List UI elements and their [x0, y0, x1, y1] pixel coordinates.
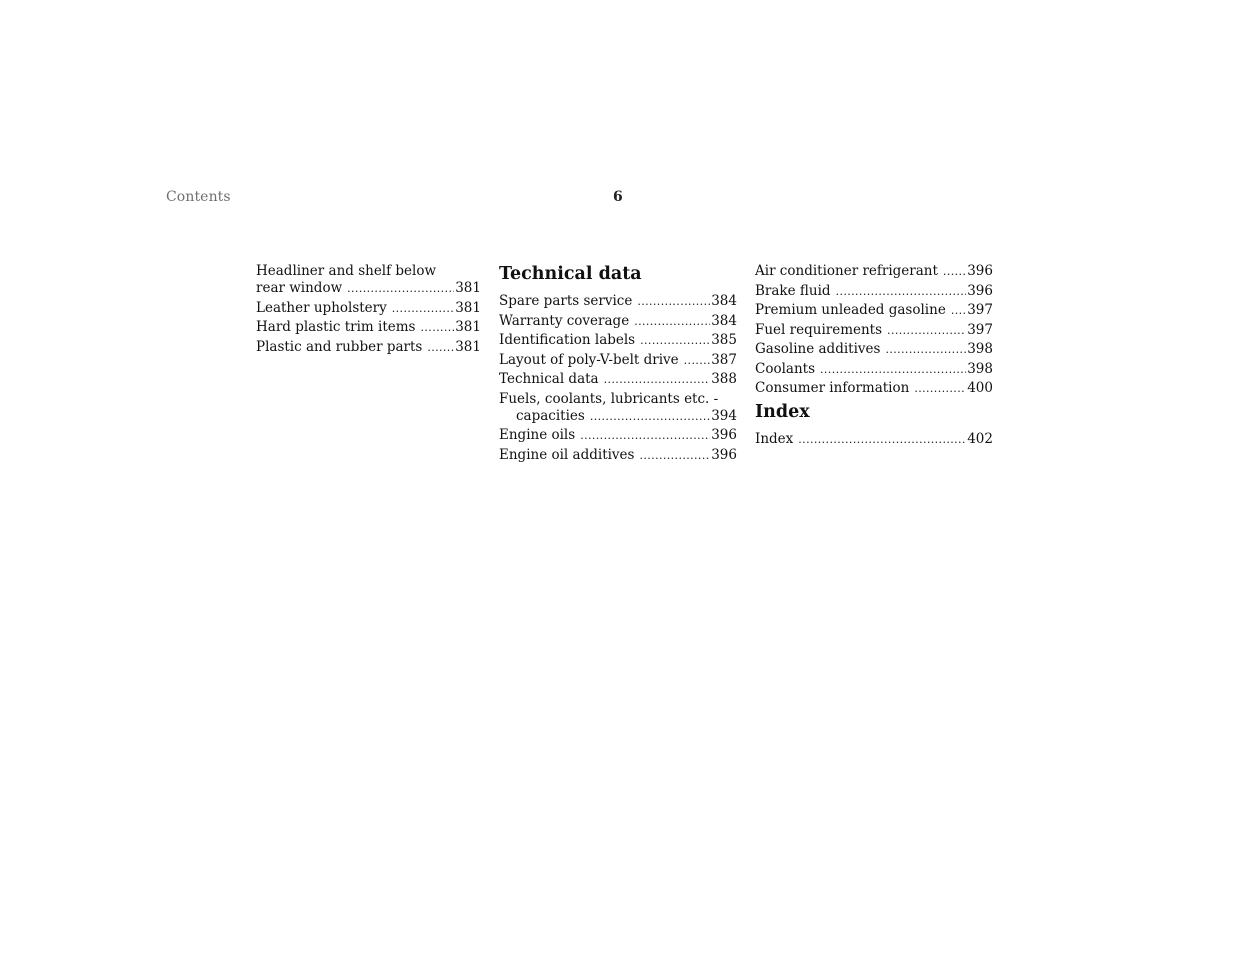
- dot-leader: [639, 447, 710, 464]
- toc-entry[interactable]: [256, 339, 481, 356]
- toc-entry-text: Brake fluid: [755, 282, 831, 299]
- toc-entry[interactable]: [499, 332, 737, 349]
- toc-entry[interactable]: [499, 313, 737, 330]
- toc-entry-page: 388: [711, 371, 737, 387]
- dot-leader: [836, 283, 967, 300]
- toc-entry-text: rear window: [256, 280, 343, 296]
- dot-leader: [580, 427, 710, 444]
- running-head: Contents: [166, 189, 231, 205]
- dot-leader: [427, 339, 454, 356]
- toc-entry-text: capacities: [516, 407, 585, 424]
- toc-entry-text: Index: [755, 431, 794, 447]
- toc-column-1: [256, 263, 481, 358]
- toc-column-3: [755, 263, 993, 451]
- toc-entry[interactable]: [256, 300, 481, 317]
- toc-entry[interactable]: [499, 427, 737, 444]
- toc-entry-page: 400: [967, 380, 993, 396]
- dot-leader: [392, 300, 454, 317]
- toc-entry-text: Fuel requirements: [755, 321, 883, 338]
- dot-leader: [798, 431, 966, 448]
- toc-entry-page: 381: [455, 319, 481, 335]
- dot-leader: [943, 263, 966, 280]
- dot-leader: [684, 352, 711, 369]
- toc-entry-text: Warranty coverage: [499, 312, 630, 329]
- dot-leader: [820, 361, 966, 378]
- toc-entry-page: 385: [711, 332, 737, 348]
- toc-entry-text: Layout of poly-V-belt drive: [499, 351, 679, 368]
- toc-entry-page: 384: [711, 293, 737, 309]
- toc-entry-page: 396: [967, 263, 993, 279]
- toc-entry-page: 381: [455, 299, 481, 316]
- toc-entry[interactable]: [755, 341, 993, 358]
- section-title-technical-data: Technical data: [499, 264, 642, 284]
- toc-entry-page: 396: [711, 446, 737, 463]
- toc-entry-text: Air conditioner refrigerant: [755, 263, 938, 279]
- toc-entry-page: 398: [967, 341, 993, 357]
- section-title-index: Index: [755, 402, 810, 422]
- toc-entry[interactable]: [755, 322, 993, 339]
- toc-entry-text: Gasoline additives: [755, 341, 881, 357]
- toc-entry-page: 381: [455, 280, 481, 296]
- dot-leader: [640, 332, 710, 349]
- toc-entry-text: Identification labels: [499, 332, 636, 348]
- toc-entry[interactable]: [755, 380, 993, 397]
- toc-entry[interactable]: [755, 431, 993, 448]
- toc-entry-text: Leather upholstery: [256, 299, 387, 316]
- dot-leader: [887, 322, 966, 339]
- toc-entry-page: 396: [711, 427, 737, 443]
- toc-entry[interactable]: [499, 352, 737, 369]
- dot-leader: [914, 380, 966, 397]
- toc-entry-text: Engine oil additives: [499, 446, 635, 463]
- toc-entry-text: Hard plastic trim items: [256, 319, 416, 335]
- toc-entry-page: 397: [967, 302, 993, 318]
- toc-entry-text: Technical data: [499, 371, 599, 387]
- toc-entry-text: Coolants: [755, 360, 815, 377]
- toc-entry[interactable]: [499, 371, 737, 388]
- toc-entry-text: Plastic and rubber parts: [256, 338, 423, 355]
- toc-entry-text: Consumer information: [755, 380, 910, 396]
- toc-entry-text: Headliner and shelf below: [256, 263, 437, 279]
- toc-entry-page: 387: [711, 351, 737, 368]
- toc-entry-page: 384: [711, 312, 737, 329]
- toc-entry-text: Engine oils: [499, 427, 576, 443]
- page-number: 6: [613, 189, 623, 205]
- toc-entry[interactable]: [755, 263, 993, 280]
- toc-entry[interactable]: [755, 361, 993, 378]
- dot-leader: [421, 319, 455, 336]
- dot-leader: [604, 371, 711, 388]
- toc-entry-page: 396: [967, 282, 993, 299]
- toc-entry-page: 398: [967, 360, 993, 377]
- dot-leader: [951, 302, 966, 319]
- dot-leader: [590, 408, 710, 425]
- dot-leader: [634, 313, 710, 330]
- toc-entry[interactable]: [499, 293, 737, 310]
- toc-entry-page: 381: [455, 338, 481, 355]
- toc-entry[interactable]: [256, 319, 481, 336]
- toc-entry[interactable]: [499, 391, 737, 425]
- dot-leader: [885, 341, 966, 358]
- toc-entry[interactable]: [755, 283, 993, 300]
- toc-entry[interactable]: [499, 447, 737, 464]
- toc-entry[interactable]: [256, 263, 481, 297]
- dot-leader: [637, 293, 710, 310]
- toc-entry-page: 402: [967, 431, 993, 447]
- toc-entry-page: 397: [967, 321, 993, 338]
- toc-entry-text: Fuels, coolants, lubricants etc. -: [499, 390, 719, 407]
- toc-entry[interactable]: [755, 302, 993, 319]
- toc-entry-text: Premium unleaded gasoline: [755, 302, 946, 318]
- toc-column-2: [499, 263, 737, 466]
- dot-leader: [347, 280, 454, 297]
- toc-entry-text: Spare parts service: [499, 293, 633, 309]
- toc-entry-page: 394: [711, 407, 737, 424]
